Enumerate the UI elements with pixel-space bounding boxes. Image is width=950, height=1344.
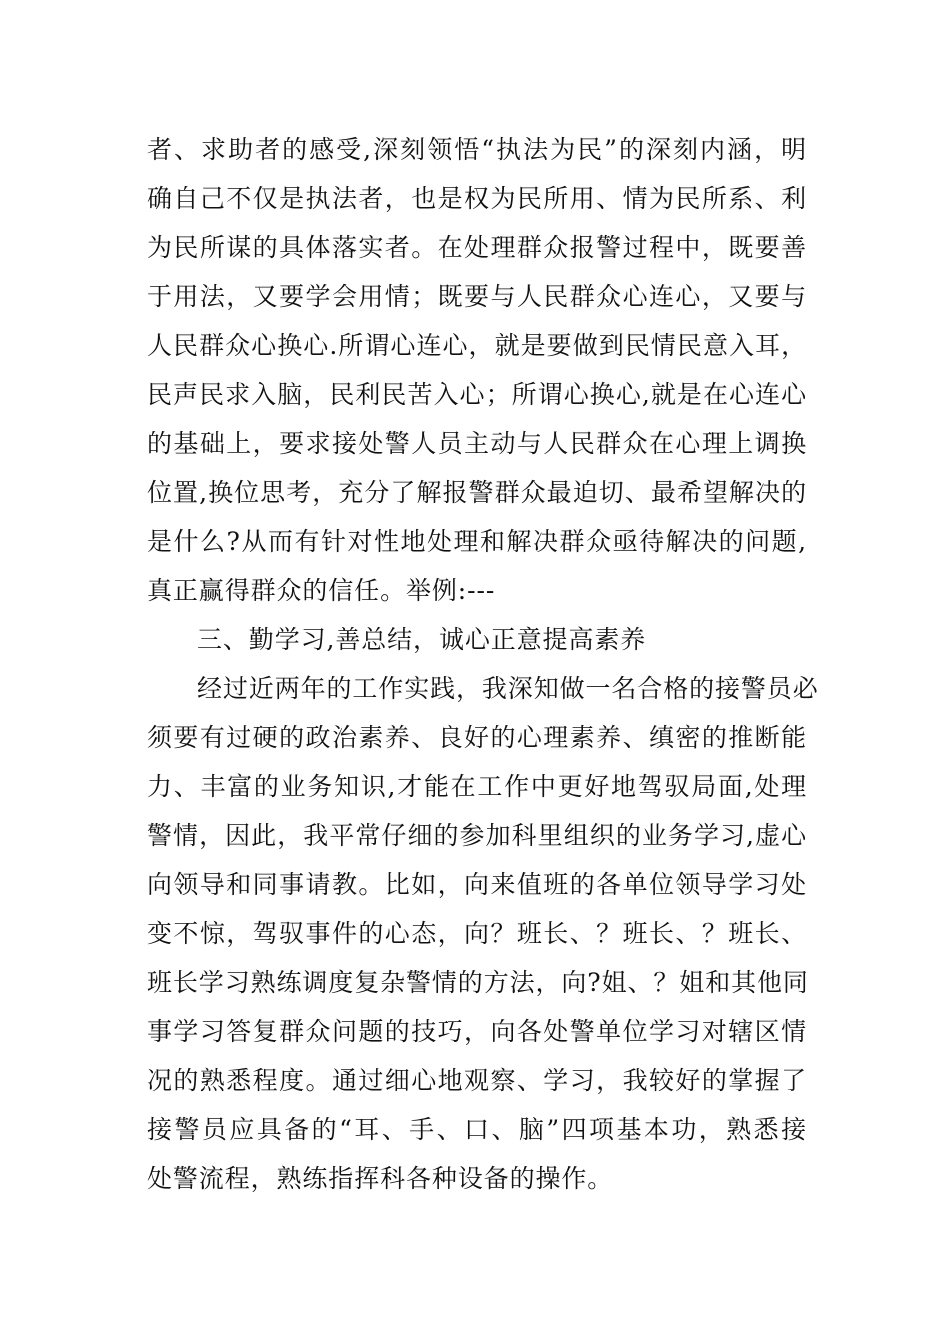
paragraph-line: 确自己不仅是执法者，也是权为民所用、情为民所系、利 — [147, 184, 807, 213]
paragraph-line: 接警员应具备的“耳、手、口、脑”四项基本功，熟悉接 — [147, 1115, 807, 1144]
paragraph-line: 经过近两年的工作实践，我深知做一名合格的接警员必 — [197, 674, 819, 703]
paragraph-line: 警情，因此，我平常仔细的参加科里组织的业务学习,虚心 — [147, 821, 807, 850]
section-heading: 三、勤学习,善总结，诚心正意提高素养 — [197, 625, 647, 654]
paragraph-line: 为民所谋的具体落实者。在处理群众报警过程中，既要善 — [147, 233, 807, 262]
paragraph-line: 于用法，又要学会用情；既要与人民群众心连心，又要与 — [147, 282, 807, 311]
paragraph-line: 处警流程，熟练指挥科各种设备的操作。 — [147, 1164, 614, 1193]
paragraph-line: 况的熟悉程度。通过细心地观察、学习，我较好的掌握了 — [147, 1066, 807, 1095]
paragraph-line: 向领导和同事请教。比如，向来值班的各单位领导学习处 — [147, 870, 807, 899]
paragraph-line: 须要有过硬的政治素养、良好的心理素养、缜密的推断能 — [147, 723, 807, 752]
paragraph-line: 民声民求入脑，民利民苦入心；所谓心换心,就是在心连心 — [147, 380, 807, 409]
paragraph-line: 班长学习熟练调度复杂警情的方法，向?姐、？姐和其他同 — [147, 968, 809, 997]
paragraph-line: 真正赢得群众的信任。举例:--- — [147, 576, 496, 605]
paragraph-line: 力、丰富的业务知识,才能在工作中更好地驾驭局面,处理 — [147, 772, 807, 801]
paragraph-line: 位置,换位思考，充分了解报警群众最迫切、最希望解决的 — [147, 478, 807, 507]
paragraph-line: 是什么?从而有针对性地处理和解决群众亟待解决的问题, — [147, 527, 807, 556]
paragraph-line: 者、求助者的感受,深刻领悟“执法为民”的深刻内涵，明 — [147, 135, 807, 164]
paragraph-line: 人民群众心换心.所谓心连心，就是要做到民情民意入耳， — [147, 331, 807, 360]
paragraph-line: 变不惊，驾驭事件的心态，向？班长、？班长、？班长、 — [147, 919, 807, 948]
paragraph-line: 的基础上，要求接处警人员主动与人民群众在心理上调换 — [147, 429, 807, 458]
paragraph-line: 事学习答复群众问题的技巧，向各处警单位学习对辖区情 — [147, 1017, 807, 1046]
